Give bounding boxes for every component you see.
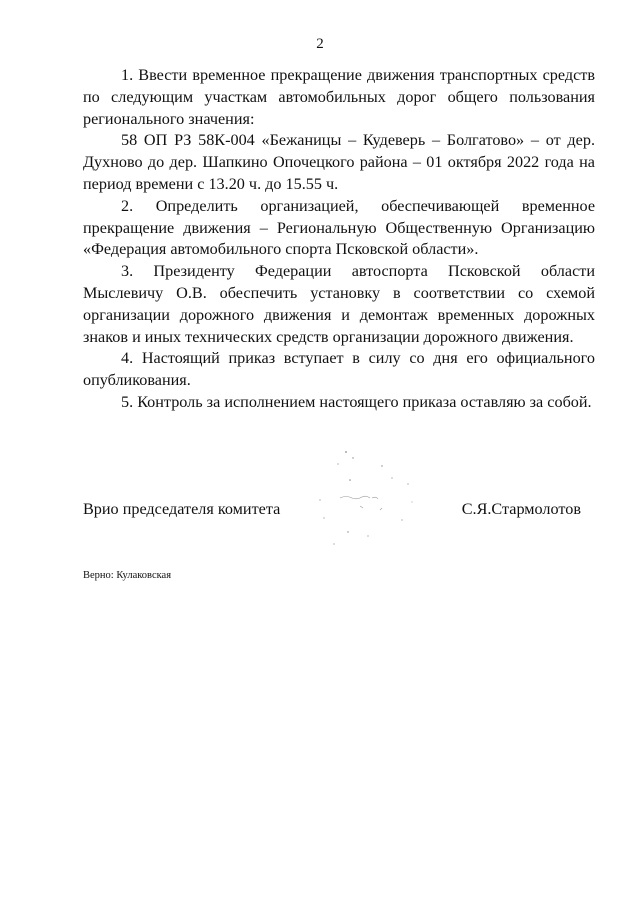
paragraph-item-5: 5. Контроль за исполнением настоящего приказа оставляю за собой.	[121, 392, 592, 411]
paragraph-item-4: 4. Настоящий приказ вступает в силу со дня его официального опубликования.	[83, 349, 595, 390]
signatory-name: С.Я.Стармолотов	[461, 500, 581, 518]
signature-block	[83, 500, 595, 522]
paragraph-item-3: 3. Президенту Федерации автоспорта Псковской области Мыслевичу О.В. обеспечить установку в соответствии со схемой организации дорожного движения и демонтаж временных дорожных знаков и иных технических средств организации дорожного движения.	[83, 262, 595, 346]
paragraph-item-1: 1. Ввести временное прекращение движения транспортных средств по следующим участкам автомобильных дорог общего пользования регионального значения:	[83, 66, 595, 128]
paragraph-road-section: 58 ОП РЗ 58К-004 «Бежаницы – Кудеверь – Болгатово» – от дер. Духново до дер. Шапкино Опочецкого района – 01 октября 2022 года на период времени с 13.20 ч. до 15.55 ч.	[83, 131, 595, 193]
verified-by-note: Верно: Кулаковская	[83, 570, 172, 581]
paragraph-item-2: 2. Определить организацией, обеспечивающей временное прекращение движения – Региональную Общественную Организацию «Федерация автомобильного спорта Псковской области».	[83, 196, 595, 259]
signatory-position: Врио председателя комитета	[83, 500, 281, 518]
order-body	[83, 65, 595, 414]
page-number: 2	[316, 36, 324, 52]
